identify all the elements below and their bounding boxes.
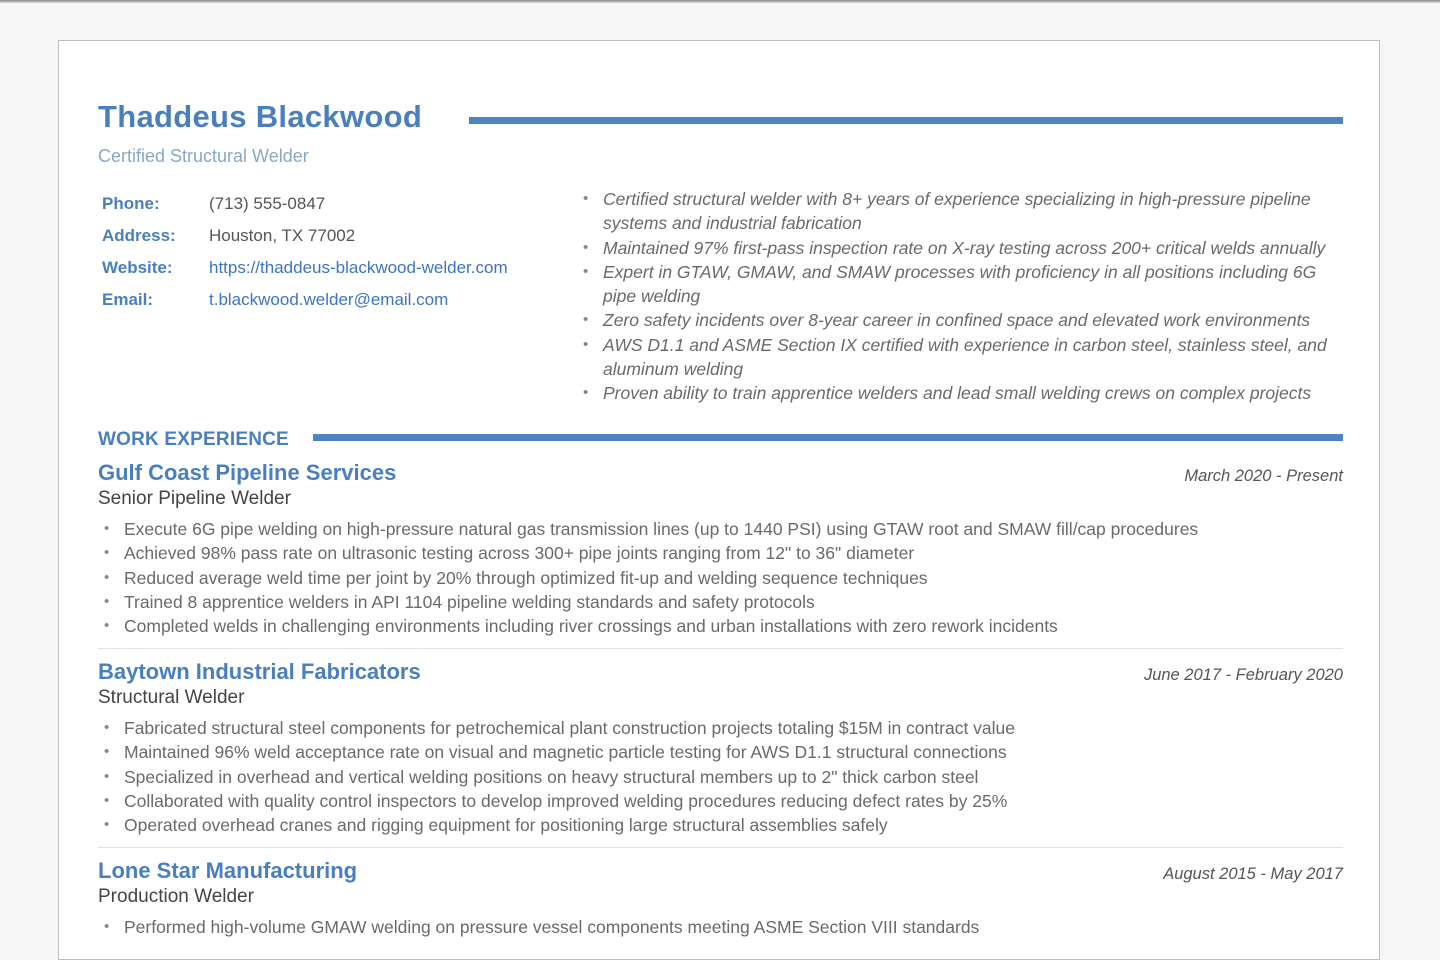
candidate-name: Thaddeus Blackwood [98,99,423,134]
job-bullet: • Execute 6G pipe welding on high-pressure natural gas transmission lines (up to 1440 PSI) using GTAW root and SMAW fill/cap procedures [98,517,1198,541]
job-role: Senior Pipeline Welder [98,488,291,509]
phone-value: (713) 555-0847 [209,194,326,213]
website-label: Website: [102,258,173,277]
job-dates: August 2015 - May 2017 [1163,865,1343,883]
email-label: Email: [102,290,154,309]
summary-item: • AWS D1.1 and ASME Section IX certified with experience in carbon steel, stainless steel, and aluminum welding [585,333,1345,382]
job-bullets [98,517,1198,638]
summary-item: • Expert in GTAW, GMAW, and SMAW processes with proficiency in all positions including 6G pipe welding [585,260,1345,309]
job-bullet: • Fabricated structural steel components for petrochemical plant construction projects totaling $15M in contract value [98,716,1015,740]
job-bullet: • Performed high-volume GMAW welding on pressure vessel components meeting ASME Section VIII standards [98,915,979,939]
job-bullet: • Specialized in overhead and vertical welding positions on heavy structural members up to 2" thick carbon steel [98,765,1015,789]
address-value: Houston, TX 77002 [209,226,356,245]
job-bullets [98,915,979,939]
company-name: Baytown Industrial Fabricators [98,659,421,684]
website-link[interactable]: https://thaddeus-blackwood-welder.com [209,258,508,277]
summary-item: • Zero safety incidents over 8-year career in confined space and elevated work environments [585,308,1345,332]
job-separator [98,847,1343,848]
job-bullet: • Operated overhead cranes and rigging equipment for positioning large structural assemblies safely [98,813,1015,837]
name-divider [469,117,1343,124]
job-dates: June 2017 - February 2020 [1143,666,1343,684]
address-label: Address: [102,226,176,245]
job-bullet: • Collaborated with quality control inspectors to develop improved welding procedures reducing defect rates by 25% [98,789,1015,813]
work-experience-heading: WORK EXPERIENCE [98,429,289,450]
company-name: Lone Star Manufacturing [98,858,358,883]
summary-item: • Proven ability to train apprentice welders and lead small welding crews on complex projects [585,381,1345,405]
job-bullet: • Trained 8 apprentice welders in API 1104 pipeline welding standards and safety protocols [98,590,1198,614]
summary-list [585,187,1345,406]
job-dates: March 2020 - Present [1184,467,1343,485]
job-separator [98,648,1343,649]
summary-item: • Certified structural welder with 8+ years of experience specializing in high-pressure pipeline systems and industrial fabrication [585,187,1345,236]
job-bullet: • Reduced average weld time per joint by 20% through optimized fit-up and welding sequence techniques [98,566,1198,590]
resume-page [58,40,1380,960]
work-experience-divider [313,434,1343,441]
summary-item: • Maintained 97% first-pass inspection rate on X-ray testing across 200+ critical welds annually [585,236,1345,260]
job-role: Structural Welder [98,687,245,708]
job-bullet: • Maintained 96% weld acceptance rate on visual and magnetic particle testing for AWS D1.1 structural connections [98,740,1015,764]
job-bullet: • Completed welds in challenging environments including river crossings and urban installations with zero rework incidents [98,614,1198,638]
job-bullets [98,716,1015,837]
job-bullet: • Achieved 98% pass rate on ultrasonic testing across 300+ pipe joints ranging from 12" to 36" diameter [98,541,1198,565]
company-name: Gulf Coast Pipeline Services [98,460,397,485]
job-role: Production Welder [98,886,254,907]
phone-label: Phone: [102,194,160,213]
window-top-edge [0,0,1440,3]
candidate-title: Certified Structural Welder [98,146,309,166]
email-link[interactable]: t.blackwood.welder@email.com [209,290,449,309]
